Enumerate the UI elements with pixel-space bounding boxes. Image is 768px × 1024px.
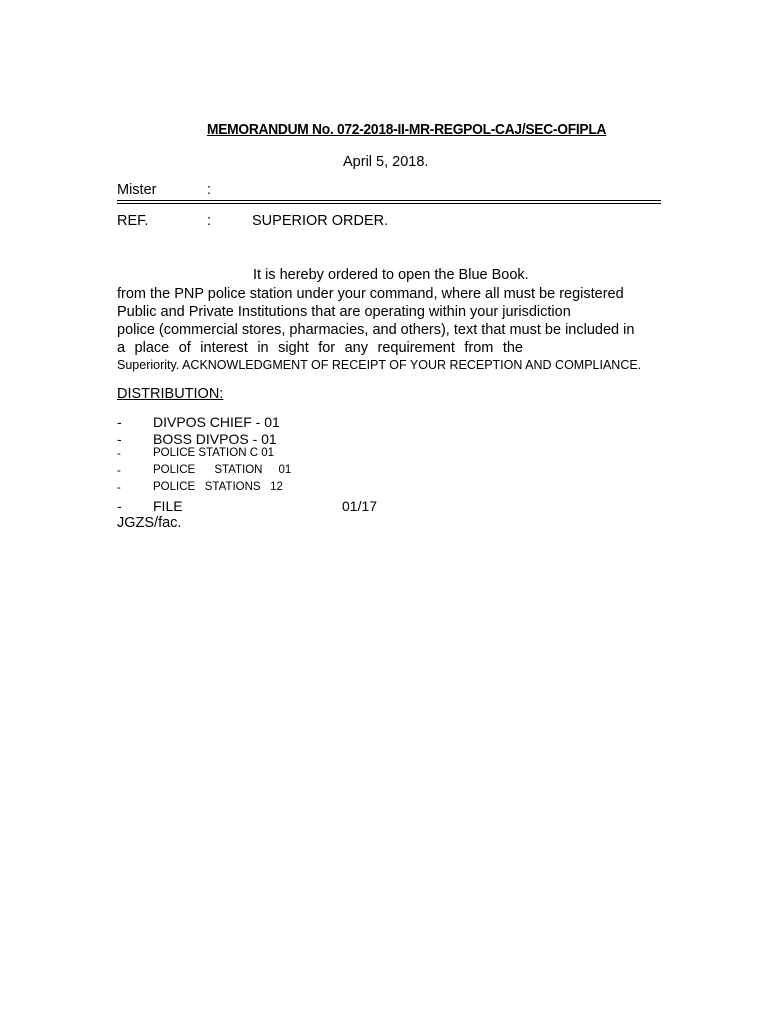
list-bullet: - [117, 465, 121, 477]
memo-title: MEMORANDUM No. 072-2018-II-MR-REGPOL-CAJ/SEC-OFIPLA [207, 121, 607, 138]
list-bullet: - [117, 498, 122, 514]
initials: JGZS/fac. [117, 515, 182, 531]
memo-date: April 5, 2018. [343, 154, 429, 170]
list-item: FILE [153, 498, 183, 514]
mister-colon: : [207, 182, 212, 198]
mister-label: Mister [117, 182, 157, 198]
body-line-6: Superiority. ACKNOWLEDGMENT OF RECEIPT OF YOUR RECEPTION AND COMPLIANCE. [117, 358, 642, 372]
ref-colon: : [207, 213, 212, 229]
list-bullet: - [117, 482, 121, 494]
list-bullet: - [117, 448, 121, 460]
ref-label: REF. [117, 213, 149, 229]
list-bullet: - [117, 414, 122, 430]
list-item: BOSS DIVPOS - 01 [153, 431, 277, 447]
distribution-heading: DISTRIBUTION: [117, 386, 224, 402]
double-rule-top [117, 200, 661, 201]
double-rule-bottom [117, 203, 661, 204]
list-bullet: - [117, 431, 122, 447]
body-line-2: from the PNP police station under your command, where all must be registered [117, 286, 624, 302]
body-line-1: It is hereby ordered to open the Blue Book. [253, 267, 529, 283]
list-item: DIVPOS CHIEF - 01 [153, 414, 280, 430]
list-item: POLICE STATION C 01 [153, 447, 274, 459]
ref-value: SUPERIOR ORDER. [252, 213, 389, 229]
body-line-3: Public and Private Institutions that are operating within your jurisdiction [117, 304, 571, 320]
body-line-4: police (commercial stores, pharmacies, and others), text that must be included in [117, 322, 635, 338]
list-item: POLICE STATION 01 [153, 464, 292, 476]
list-item: POLICE STATIONS 12 [153, 481, 283, 493]
file-count: 01/17 [342, 498, 378, 514]
body-line-5: a place of interest in sight for any requirement from the [117, 340, 523, 356]
